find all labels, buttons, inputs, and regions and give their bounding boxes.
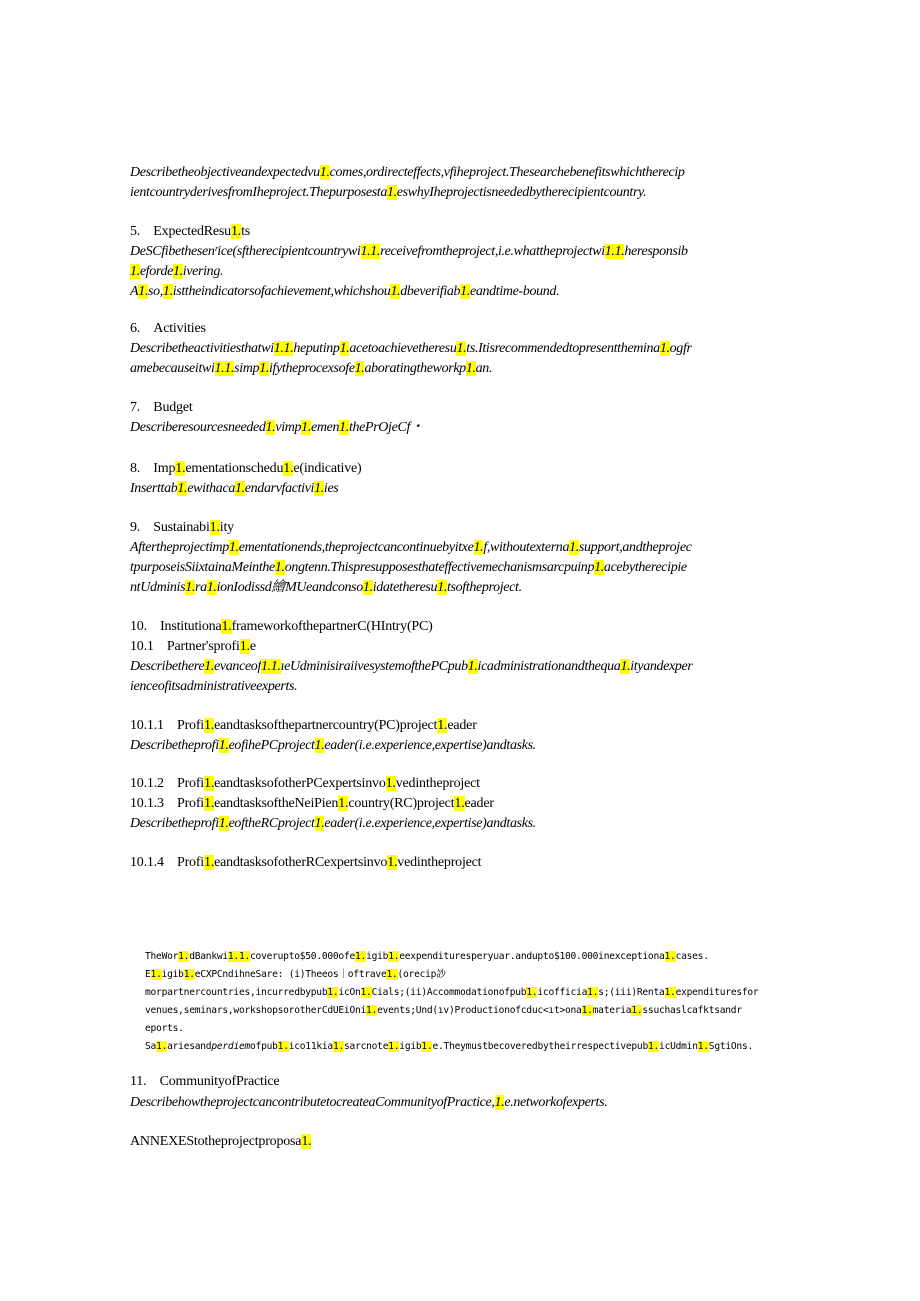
highlight-mark: 1.1. [214, 361, 235, 376]
text-run: ntUdminis [130, 580, 186, 595]
text-run: f,withoutexterna [483, 540, 570, 555]
highlight-mark: 1. [454, 796, 465, 811]
text-run: endarvfactivi [244, 481, 315, 496]
text-run: dbeverifiab [400, 284, 461, 299]
text-run: eader [447, 718, 477, 733]
text-run: Describetheactivitiesthatwi [130, 341, 274, 356]
text-run: eports. [145, 1023, 184, 1034]
highlight-mark: 1. [283, 461, 294, 476]
text-run: 11. CommunityofPractice [130, 1074, 280, 1089]
highlight-mark: 1. [659, 341, 670, 356]
subsection-heading-rc-project-leader [130, 795, 494, 813]
text-run: ienceofitsadministrativeexperts. [130, 679, 298, 694]
funding-note-line-3 [145, 986, 758, 1000]
subsection-heading-other-rc-experts [130, 854, 481, 872]
highlight-mark: 1. [204, 718, 215, 733]
highlight-mark: 1. [388, 951, 400, 962]
expected-results-line-3 [130, 283, 559, 301]
implementation-schedule-line-1 [130, 480, 338, 498]
text-run: ogfr [669, 341, 692, 356]
text-run: SgtiOns. [708, 1041, 754, 1052]
highlight-mark: 1. [631, 1005, 643, 1016]
highlight-mark: 1. [314, 738, 325, 753]
text-run: 10.1.2 Profi [130, 776, 205, 791]
text-run: eandtasksofotherPCexpertsinvo [214, 776, 386, 791]
highlight-mark: 1. [138, 284, 149, 299]
text-run: (orecip訬 [397, 969, 446, 980]
partner-profile-line-1 [130, 658, 693, 676]
highlight-mark: 1. [456, 341, 467, 356]
highlight-mark: 1. [526, 987, 538, 998]
pc-project-leader-line-1 [130, 737, 536, 755]
text-run: eandtasksofthepartnercountry(PC)project [214, 718, 438, 733]
text-run: ity [219, 520, 234, 535]
text-run: country(RC)project [348, 796, 455, 811]
text-run: e(indicative) [293, 461, 362, 476]
text-run: 10. Institutiona [130, 619, 222, 634]
highlight-mark: 1. [218, 816, 229, 831]
annexes-heading [130, 1133, 311, 1151]
text-run: Describetheprofi [130, 816, 219, 831]
section-heading-sustainability [130, 519, 234, 537]
text-run: Describetheobjectiveandexpectedvu [130, 165, 320, 180]
highlight-mark: 1. [234, 481, 245, 496]
text-run: igib [161, 969, 184, 980]
funding-note-line-2 [145, 968, 446, 982]
text-run: isttheindicatorsofachievement,whichshou [172, 284, 391, 299]
text-run: acebytherecipie [603, 560, 687, 575]
highlight-mark: 1. [360, 987, 372, 998]
text-run: DescribehowtheprojectcancontributetocreateaCommunityofPractice, [130, 1095, 495, 1110]
text-run: 9. Sustainabi [130, 520, 210, 535]
highlight-mark: 1. [388, 1041, 400, 1052]
text-run: ssuchaslcafktsandr [642, 1005, 742, 1016]
text-run: ionIodissd繪MUeandconso [216, 580, 363, 595]
highlight-mark: 1. [156, 1041, 168, 1052]
highlight-mark: 1. [594, 560, 604, 575]
highlight-mark: 1. [664, 951, 676, 962]
highlight-mark: 1. [301, 1134, 312, 1149]
highlight-mark: 1. [209, 520, 220, 535]
text-run: E [145, 969, 151, 980]
text-run: heresponsib [624, 244, 688, 259]
text-run: thePrOjeCf・ [348, 420, 424, 435]
highlight-mark: 1. [206, 580, 217, 595]
section-heading-budget [130, 399, 193, 417]
subsection-heading-other-pc-experts [130, 775, 480, 793]
text-run: ts [241, 224, 251, 239]
text-run: so, [148, 284, 163, 299]
highlight-mark: 1. [465, 361, 476, 376]
sustainability-line-3 [130, 579, 522, 597]
text-run: igib [366, 951, 389, 962]
text-run: receivefromtheproject,i.e.whattheprojectwi [380, 244, 605, 259]
subsection-heading-partner-profile [130, 638, 256, 656]
partner-profile-line-2 [130, 678, 297, 696]
text-run: evanceof [214, 659, 261, 674]
text-run: Describetheprofi [130, 738, 219, 753]
text-run: ra [195, 580, 207, 595]
highlight-mark: 1. [385, 776, 396, 791]
rc-project-leader-line-1 [130, 815, 536, 833]
text-run: Describeresourcesneeded [130, 420, 266, 435]
highlight-mark: 1.1. [273, 341, 294, 356]
text-run: ofpub [250, 1041, 278, 1052]
text-run: ıeUdminisiraiivesystemofthePCpub [280, 659, 468, 674]
text-run: TheWor [145, 951, 179, 962]
highlight-mark: 1. [697, 1041, 709, 1052]
text-run: ementationends,theprojectcancontinuebyitxe [238, 540, 474, 555]
highlight-mark: 1. [265, 420, 276, 435]
highlight-mark: 1. [494, 1095, 505, 1110]
highlight-mark: 1. [301, 420, 311, 435]
text-run: ementationschedu [185, 461, 284, 476]
text-run: materia [592, 1005, 632, 1016]
highlight-mark: 1. [386, 969, 398, 980]
highlight-mark: 1. [204, 659, 215, 674]
text-run: e [249, 639, 256, 654]
highlight-mark: 1. [314, 481, 324, 496]
highlight-mark: 1. [228, 540, 239, 555]
highlight-mark: 1. [437, 718, 448, 733]
text-run: s;(iii)Renta [598, 987, 665, 998]
highlight-mark: 1. [366, 1005, 378, 1016]
text-run: 10.1.4 Profi [130, 855, 205, 870]
text-run: icofficia [537, 987, 588, 998]
highlight-mark: 1.1. [261, 659, 281, 674]
text-run: ityandexper [630, 659, 693, 674]
highlight-mark: 1. [387, 855, 398, 870]
text-run: perdiem [211, 1041, 251, 1052]
highlight-mark: 1.1. [360, 244, 381, 259]
text-run: ongtenn.Thispresupposesthateffectivemechanismsarcpuinp [284, 560, 595, 575]
text-run: 8. Imp [130, 461, 176, 476]
text-run: 10.1.3 Profi [130, 796, 205, 811]
text-run: ico11kia [288, 1041, 333, 1052]
text-run: vimp [275, 420, 302, 435]
text-run: Inserttab [130, 481, 178, 496]
text-run: vedintheproject [395, 776, 480, 791]
text-run: eader(i.e.experience,expertise)andtasks. [324, 738, 536, 753]
highlight-mark: 1. [221, 619, 232, 634]
highlight-mark: 1. [354, 361, 365, 376]
highlight-mark: 1. [362, 580, 373, 595]
text-run: vedintheproject [397, 855, 482, 870]
highlight-mark: 1.1. [604, 244, 625, 259]
text-run: eandtime-bound. [469, 284, 560, 299]
highlight-mark: 1. [239, 639, 250, 654]
text-run: eoftheRCproject [228, 816, 315, 831]
text-run: eandtasksoftheNeiPien [214, 796, 339, 811]
text-run: ifytheprocexsofe [269, 361, 355, 376]
highlight-mark: 1. [130, 264, 140, 279]
highlight-mark: 1. [274, 560, 285, 575]
highlight-mark: 1. [183, 969, 195, 980]
activities-line-2 [130, 360, 492, 378]
text-run: emen [310, 420, 340, 435]
highlight-mark: 1. [204, 776, 215, 791]
text-run: Cials;(ii)Accommodationofpub [371, 987, 527, 998]
text-run: 10.1.1 Profi [130, 718, 205, 733]
text-run: frameworkofthepartnerC(HIntry(PC) [231, 619, 433, 634]
highlight-mark: 1. [314, 816, 325, 831]
text-run: e.Theymustbecoveredbytheirrespectivepub [432, 1041, 648, 1052]
text-run: ies [323, 481, 339, 496]
section-heading-expected-results [130, 223, 250, 241]
text-run: tsoftheproject. [447, 580, 522, 595]
text-run: 6. Activities [130, 321, 206, 336]
highlight-mark: 1. [204, 796, 215, 811]
highlight-mark: 1. [327, 987, 339, 998]
text-run: DeSCfibethesenʳice(sftherecipientcountrywi [130, 244, 361, 259]
highlight-mark: 1. [460, 284, 470, 299]
budget-line-1 [130, 419, 424, 437]
highlight-mark: 1. [177, 481, 188, 496]
text-run: 7. Budget [130, 400, 193, 415]
highlight-mark: 1. [230, 224, 242, 239]
text-run: sarcnote [344, 1041, 389, 1052]
text-run: ientcountryderivesfromIheproject.Thepurposesta [130, 185, 387, 200]
funding-note-line-4 [145, 1004, 742, 1018]
text-run: eandtasksofotherRCexpertsinvo [214, 855, 388, 870]
text-run: aboratingtheworkp [364, 361, 466, 376]
text-run: eforde [139, 264, 173, 279]
highlight-mark: 1. [339, 420, 349, 435]
highlight-mark: 1. [664, 987, 676, 998]
text-run: ariesand [167, 1041, 212, 1052]
text-run: icUdmin [659, 1041, 698, 1052]
text-run: e.networkofexperts. [504, 1095, 608, 1110]
activities-line-1 [130, 340, 692, 358]
highlight-mark: 1.1. [227, 951, 251, 962]
section-heading-implementation-schedule [130, 460, 362, 478]
text-run: heputinp [293, 341, 340, 356]
highlight-mark: 1. [355, 951, 367, 962]
text-run: 10.1 Partner'sprofi [130, 639, 240, 654]
highlight-mark: 1. [218, 738, 229, 753]
highlight-mark: 1. [178, 951, 190, 962]
text-run: eofihePCproject [228, 738, 315, 753]
highlight-mark: 1. [620, 659, 631, 674]
highlight-mark: 1. [437, 580, 447, 595]
highlight-mark: 1. [339, 341, 350, 356]
highlight-mark: 1. [175, 461, 186, 476]
text-run: ivering. [182, 264, 224, 279]
text-run: morpartnercountries,incurredbypub [145, 987, 328, 998]
text-run: events;Und(ıv)Productionofcduc<ıt>ona [377, 1005, 582, 1016]
text-run: ewithaca [187, 481, 235, 496]
community-of-practice-line-1 [130, 1094, 607, 1112]
highlight-mark: 1. [467, 659, 478, 674]
text-run: 5. ExpectedResu [130, 224, 231, 239]
highlight-mark: 1. [647, 1041, 660, 1052]
highlight-mark: 1. [185, 580, 196, 595]
highlight-mark: 1. [162, 284, 173, 299]
highlight-mark: 1. [332, 1041, 345, 1052]
funding-note-line-6 [145, 1040, 753, 1054]
text-run: support,andtheprojec [578, 540, 692, 555]
section-heading-community-of-practice [130, 1073, 279, 1091]
objective-description-line-1 [130, 164, 685, 182]
text-run: igib [399, 1041, 422, 1052]
highlight-mark: 1. [587, 987, 599, 998]
text-run: amebecauseitwi [130, 361, 215, 376]
text-run: simp [234, 361, 260, 376]
objective-description-line-2 [130, 184, 646, 202]
text-run: A [130, 284, 139, 299]
text-run: icOn [338, 987, 361, 998]
highlight-mark: 1. [390, 284, 401, 299]
highlight-mark: 1. [259, 361, 270, 376]
highlight-mark: 1. [581, 1005, 593, 1016]
text-run: ANNEXEStotheprojectproposa [130, 1134, 302, 1149]
text-run: an. [475, 361, 493, 376]
text-run: venues,seminars,workshopsorotherCdUEiOni [145, 1005, 367, 1016]
text-run: eader(i.e.experience,expertise)andtasks. [324, 816, 536, 831]
text-run: coverupto$50.000ofe [250, 951, 356, 962]
highlight-mark: 1. [569, 540, 579, 555]
text-run: Describethere [130, 659, 205, 674]
text-run: icadministrationandthequa [477, 659, 621, 674]
text-run: eCXPCndihneSare: (i)Theeos｜oftrave [194, 969, 387, 980]
section-heading-institutional-framework [130, 618, 433, 636]
funding-note-line-5 [145, 1022, 184, 1036]
text-run: tpurposeisSiixtainaMeinthe [130, 560, 275, 575]
highlight-mark: 1. [204, 855, 215, 870]
expected-results-line-2 [130, 263, 223, 281]
text-run: cases. [675, 951, 709, 962]
funding-note-line-1 [145, 950, 709, 964]
text-run: expendituresfor [675, 987, 759, 998]
highlight-mark: 1. [172, 264, 183, 279]
highlight-mark: 1. [421, 1041, 433, 1052]
text-run: Aftertheprojectimp [130, 540, 229, 555]
highlight-mark: 1. [150, 969, 162, 980]
subsection-heading-pc-project-leader [130, 717, 477, 735]
sustainability-line-1 [130, 539, 692, 557]
text-run: eswhyIheprojectisneededbytherecipientcountry. [396, 185, 647, 200]
text-run: acetoachievetheresu [349, 341, 457, 356]
highlight-mark: 1. [277, 1041, 289, 1052]
text-run: dBankwi [189, 951, 228, 962]
expected-results-line-1 [130, 243, 688, 261]
sustainability-line-2 [130, 559, 687, 577]
text-run: Sa [145, 1041, 157, 1052]
highlight-mark: 1. [386, 185, 397, 200]
text-run: idatetheresu [372, 580, 438, 595]
highlight-mark: 1. [338, 796, 349, 811]
section-heading-activities [130, 320, 206, 338]
text-run: eader [464, 796, 494, 811]
highlight-mark: 1. [319, 165, 330, 180]
text-run: eexpenditurespery∪ar.andupto$100.000inexceptiona [399, 951, 665, 962]
text-run: ts.Itisrecommendedtopresentthemina [466, 341, 660, 356]
text-run: comes,ordirecteffects,vfiheproject.Thesearchebenefitswhichtherecip [329, 165, 685, 180]
highlight-mark: 1. [473, 540, 484, 555]
